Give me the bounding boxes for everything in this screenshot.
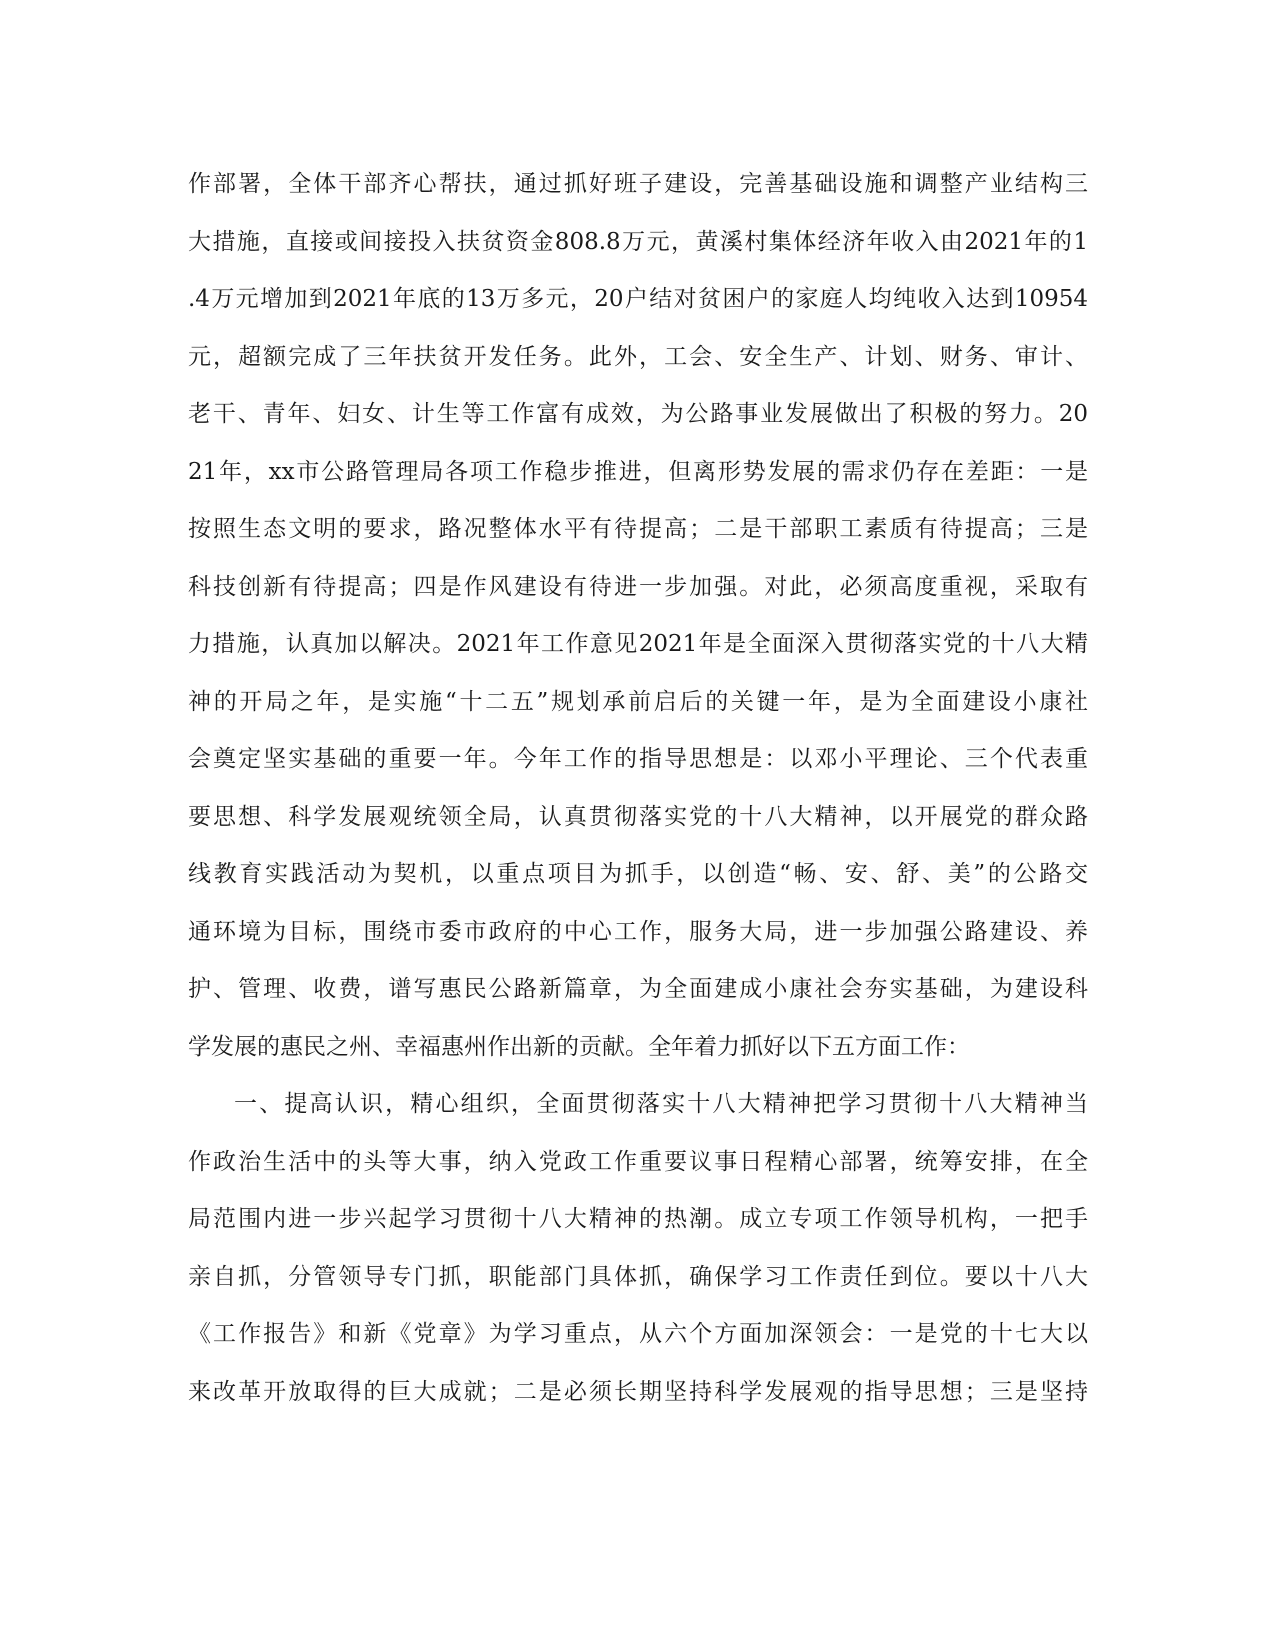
text-line: 《工作报告》和新《党章》为学习重点，从六个方面加深领会：一是党的十七大以: [188, 1321, 1088, 1347]
text-line: 亲自抓，分管领导专门抓，职能部门具体抓，确保学习工作责任到位。要以十八大: [188, 1263, 1088, 1290]
paragraph-end-line: 学发展的惠民之州、幸福惠州作出新的贡献。全年着力抓好以下五方面工作：: [188, 1033, 970, 1060]
text-line: 科技创新有待提高；四是作风建设有待进一步加强。对此，必须高度重视，采取有: [188, 573, 1088, 600]
text-line: 老干、青年、妇女、计生等工作富有成效，为公路事业发展做出了积极的努力。20: [188, 401, 1088, 427]
paragraph-start-line: 一、提高认识，精心组织，全面贯彻落实十八大精神把学习贯彻十八大精神当: [234, 1091, 1088, 1117]
text-line: 力措施，认真加以解决。2021年工作意见2021年是全面深入贯彻落实党的十八大精: [188, 631, 1088, 657]
text-line: 21年，xx市公路管理局各项工作稳步推进，但离形势发展的需求仍存在差距：一是: [188, 458, 1088, 485]
text-line: 要思想、科学发展观统领全局，认真贯彻落实党的十八大精神，以开展党的群众路: [188, 803, 1088, 830]
body-text: [188, 156, 1088, 1421]
text-line: 护、管理、收费，谱写惠民公路新篇章，为全面建成小康社会夯实基础，为建设科: [188, 976, 1088, 1002]
text-line: 元，超额完成了三年扶贫开发任务。此外，工会、安全生产、计划、财务、审计、: [188, 343, 1088, 370]
text-line: 来改革开放取得的巨大成就；二是必须长期坚持科学发展观的指导思想；三是坚持: [188, 1378, 1088, 1405]
text-line: 大措施，直接或间接投入扶贫资金808.8万元，黄溪村集体经济年收入由2021年的1: [188, 228, 1088, 255]
text-line: 通环境为目标，围绕市委市政府的中心工作，服务大局，进一步加强公路建设、养: [188, 918, 1088, 945]
text-line: 神的开局之年，是实施“十二五”规划承前启后的关键一年，是为全面建设小康社: [188, 688, 1088, 715]
text-line: 按照生态文明的要求，路况整体水平有待提高；二是干部职工素质有待提高；三是: [188, 516, 1088, 542]
text-line: 线教育实践活动为契机，以重点项目为抓手，以创造“畅、安、舒、美”的公路交: [188, 861, 1088, 887]
text-line: .4万元增加到2021年底的13万多元，20户结对贫困户的家庭人均纯收入达到10954: [188, 286, 1088, 312]
text-line: 局范围内进一步兴起学习贯彻十八大精神的热潮。成立专项工作领导机构，一把手: [188, 1206, 1088, 1232]
text-line: 作部署，全体干部齐心帮扶，通过抓好班子建设，完善基础设施和调整产业结构三: [188, 171, 1088, 197]
text-line: 作政治生活中的头等大事，纳入党政工作重要议事日程精心部署，统筹安排，在全: [188, 1148, 1088, 1175]
text-line: 会奠定坚实基础的重要一年。今年工作的指导思想是：以邓小平理论、三个代表重: [188, 746, 1088, 772]
